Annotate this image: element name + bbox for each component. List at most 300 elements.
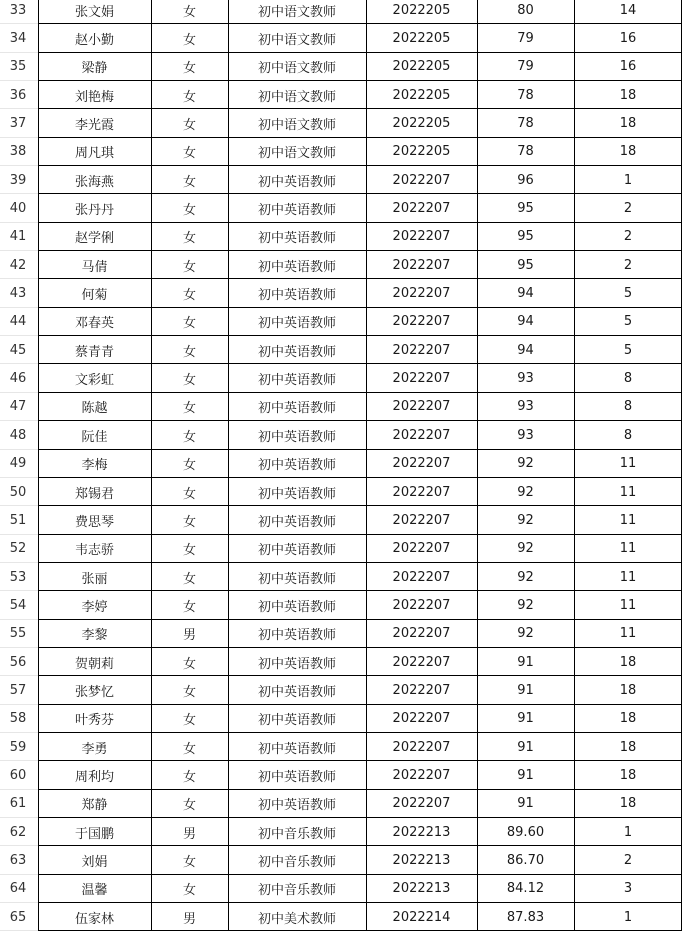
cell-gender[interactable]: 女 (182, 146, 196, 162)
row-number-header[interactable]: 41 (9, 229, 27, 245)
cell-name[interactable]: 陈越 (81, 401, 108, 417)
cell-score[interactable]: 94 (517, 286, 534, 302)
cell-position-code[interactable]: 2022213 (392, 824, 451, 840)
row-number-header[interactable]: 35 (9, 59, 27, 75)
table-row[interactable] (0, 81, 682, 109)
cell-score[interactable]: 91 (517, 739, 534, 755)
cell-gender[interactable]: 女 (182, 543, 196, 559)
table-row[interactable] (0, 450, 682, 478)
grid-line (477, 421, 478, 449)
cell-position-code[interactable]: 2022207 (392, 286, 451, 302)
cell-position[interactable]: 初中语文教师 (257, 4, 336, 20)
table-row[interactable] (0, 705, 682, 733)
row-number-header[interactable]: 50 (9, 484, 27, 500)
cell-position-code[interactable]: 2022207 (392, 597, 451, 613)
grid-line (38, 109, 39, 137)
cell-position-code[interactable]: 2022207 (392, 711, 451, 727)
cell-position-code[interactable]: 2022207 (392, 739, 451, 755)
table-row[interactable] (0, 506, 682, 534)
cell-name[interactable]: 温馨 (81, 883, 108, 899)
grid-line (228, 194, 229, 222)
cell-score[interactable]: 92 (517, 456, 534, 472)
row-number-header[interactable]: 53 (9, 569, 27, 585)
grid-line (574, 364, 575, 392)
cell-rank[interactable]: 8 (623, 371, 633, 387)
cell-position-code[interactable]: 2022205 (392, 144, 451, 160)
cell-score[interactable]: 78 (517, 144, 534, 160)
cell-rank[interactable]: 18 (619, 739, 637, 755)
cell-score[interactable]: 95 (517, 257, 534, 273)
cell-rank[interactable]: 1 (623, 909, 633, 925)
cell-rank[interactable]: 16 (619, 59, 637, 75)
cell-position[interactable]: 初中英语教师 (257, 713, 336, 729)
grid-line (574, 53, 575, 81)
table-row[interactable] (0, 223, 682, 251)
cell-position-code[interactable]: 2022205 (392, 31, 451, 47)
cell-score[interactable]: 92 (517, 484, 534, 500)
row-number-header[interactable]: 54 (9, 597, 27, 613)
grid-line (228, 336, 229, 364)
table-row[interactable] (0, 251, 682, 279)
cell-position-code[interactable]: 2022207 (392, 626, 451, 642)
grid-line (151, 336, 152, 364)
cell-score[interactable]: 91 (517, 767, 534, 783)
table-row[interactable] (0, 903, 682, 931)
cell-position[interactable]: 初中英语教师 (257, 599, 336, 615)
table-row[interactable] (0, 790, 682, 818)
grid-line (477, 53, 478, 81)
cell-position[interactable]: 初中英语教师 (257, 429, 336, 445)
cell-position[interactable]: 初中美术教师 (257, 911, 336, 927)
table-row[interactable] (0, 591, 682, 619)
cell-gender[interactable]: 女 (182, 514, 196, 530)
cell-score[interactable]: 84.12 (506, 881, 545, 897)
table-row[interactable] (0, 364, 682, 392)
row-number-header[interactable]: 42 (9, 257, 27, 273)
cell-position[interactable]: 初中英语教师 (257, 571, 336, 587)
table-row[interactable] (0, 393, 682, 421)
cell-score[interactable]: 91 (517, 796, 534, 812)
cell-rank[interactable]: 1 (623, 172, 633, 188)
table-row[interactable] (0, 535, 682, 563)
cell-position[interactable]: 初中英语教师 (257, 203, 336, 219)
cell-gender[interactable]: 男 (182, 826, 196, 842)
cell-position[interactable]: 初中语文教师 (257, 146, 336, 162)
cell-name[interactable]: 文彩虹 (74, 373, 114, 389)
grid-line (477, 903, 478, 931)
cell-score[interactable]: 91 (517, 711, 534, 727)
table-row[interactable] (0, 648, 682, 676)
cell-position-code[interactable]: 2022207 (392, 541, 451, 557)
grid-line (228, 450, 229, 478)
grid-line (228, 421, 229, 449)
grid-line (366, 166, 367, 194)
cell-rank[interactable]: 11 (619, 456, 637, 472)
grid-line (574, 761, 575, 789)
cell-gender[interactable]: 女 (182, 373, 196, 389)
cell-score[interactable]: 80 (517, 2, 534, 18)
cell-position[interactable]: 初中英语教师 (257, 741, 336, 757)
cell-position-code[interactable]: 2022207 (392, 456, 451, 472)
row-number-header[interactable]: 39 (9, 172, 27, 188)
cell-position[interactable]: 初中英语教师 (257, 486, 336, 502)
cell-name[interactable]: 张文娟 (74, 4, 114, 20)
cell-name[interactable]: 李黎 (81, 628, 108, 644)
table-row[interactable] (0, 109, 682, 137)
table-row[interactable] (0, 279, 682, 307)
row-number-header[interactable]: 44 (9, 314, 27, 330)
cell-gender[interactable]: 女 (182, 713, 196, 729)
cell-position-code[interactable]: 2022207 (392, 371, 451, 387)
cell-position-code[interactable]: 2022214 (392, 909, 451, 925)
table-row[interactable] (0, 676, 682, 704)
cell-rank[interactable]: 18 (619, 654, 637, 670)
cell-rank[interactable]: 5 (623, 342, 633, 358)
grid-line (366, 251, 367, 279)
cell-position[interactable]: 初中英语教师 (257, 344, 336, 360)
cell-rank[interactable]: 2 (623, 201, 633, 217)
cell-position[interactable]: 初中英语教师 (257, 373, 336, 389)
table-row[interactable] (0, 478, 682, 506)
cell-rank[interactable]: 16 (619, 31, 637, 47)
cell-score[interactable]: 79 (517, 59, 534, 75)
grid-line (228, 109, 229, 137)
table-row[interactable] (0, 846, 682, 874)
cell-rank[interactable]: 11 (619, 569, 637, 585)
cell-score[interactable]: 93 (517, 427, 534, 443)
cell-rank[interactable]: 1 (623, 824, 633, 840)
cell-rank[interactable]: 11 (619, 484, 637, 500)
cell-name[interactable]: 张丽 (81, 571, 108, 587)
row-number-header[interactable]: 59 (9, 739, 27, 755)
cell-gender[interactable]: 女 (182, 883, 196, 899)
cell-gender[interactable]: 女 (182, 798, 196, 814)
cell-score[interactable]: 92 (517, 541, 534, 557)
row-number-header[interactable]: 52 (9, 541, 27, 557)
cell-gender[interactable]: 女 (182, 599, 196, 615)
cell-score[interactable]: 96 (517, 172, 534, 188)
grid-line (38, 903, 39, 931)
cell-score[interactable]: 95 (517, 201, 534, 217)
cell-position[interactable]: 初中音乐教师 (257, 883, 336, 899)
cell-position[interactable]: 初中语文教师 (257, 33, 336, 49)
table-row[interactable] (0, 336, 682, 364)
grid-line (228, 0, 229, 24)
cell-rank[interactable]: 18 (619, 796, 637, 812)
cell-rank[interactable]: 11 (619, 512, 637, 528)
table-row[interactable] (0, 421, 682, 449)
row-number-header[interactable]: 62 (9, 824, 27, 840)
cell-score[interactable]: 92 (517, 512, 534, 528)
table-row[interactable] (0, 53, 682, 81)
cell-name[interactable]: 周凡琪 (74, 146, 114, 162)
table-row[interactable] (0, 733, 682, 761)
cell-position-code[interactable]: 2022205 (392, 59, 451, 75)
cell-score[interactable]: 94 (517, 314, 534, 330)
table-row[interactable] (0, 24, 682, 52)
grid-line (574, 591, 575, 619)
cell-gender[interactable]: 女 (182, 684, 196, 700)
cell-position[interactable]: 初中语文教师 (257, 89, 336, 105)
cell-position[interactable]: 初中语文教师 (257, 61, 336, 77)
cell-gender[interactable]: 女 (182, 401, 196, 417)
cell-position-code[interactable]: 2022207 (392, 682, 451, 698)
grid-line (574, 81, 575, 109)
grid-line (151, 818, 152, 846)
cell-score[interactable]: 92 (517, 569, 534, 585)
grid-line (477, 450, 478, 478)
grid-line (366, 81, 367, 109)
grid-line (574, 421, 575, 449)
cell-score[interactable]: 86.70 (506, 852, 545, 868)
cell-rank[interactable]: 3 (623, 881, 633, 897)
cell-name[interactable]: 叶秀芬 (74, 713, 114, 729)
cell-score[interactable]: 91 (517, 654, 534, 670)
cell-gender[interactable]: 女 (182, 4, 196, 20)
grid-line (574, 109, 575, 137)
cell-position-code[interactable]: 2022205 (392, 116, 451, 132)
table-row[interactable] (0, 0, 682, 24)
cell-name[interactable]: 阮佳 (81, 429, 108, 445)
grid-line (477, 563, 478, 591)
cell-gender[interactable]: 女 (182, 174, 196, 190)
cell-score[interactable]: 95 (517, 229, 534, 245)
cell-position-code[interactable]: 2022207 (392, 512, 451, 528)
cell-rank[interactable]: 5 (623, 314, 633, 330)
cell-position[interactable]: 初中英语教师 (257, 514, 336, 530)
grid-line (151, 648, 152, 676)
cell-name[interactable]: 赵学俐 (74, 231, 114, 247)
cell-position-code[interactable]: 2022207 (392, 484, 451, 500)
cell-name[interactable]: 李光霞 (74, 118, 114, 134)
grid-line (38, 223, 39, 251)
row-number-header[interactable]: 55 (9, 626, 27, 642)
cell-rank[interactable]: 8 (623, 399, 633, 415)
row-number-header[interactable]: 65 (9, 909, 27, 925)
cell-position[interactable]: 初中英语教师 (257, 656, 336, 672)
grid-line (477, 166, 478, 194)
cell-position[interactable]: 初中语文教师 (257, 118, 336, 134)
cell-gender[interactable]: 女 (182, 89, 196, 105)
row-number-header[interactable]: 36 (9, 87, 27, 103)
cell-position-code[interactable]: 2022207 (392, 569, 451, 585)
table-row[interactable] (0, 166, 682, 194)
grid-line (366, 53, 367, 81)
cell-gender[interactable]: 女 (182, 458, 196, 474)
cell-position[interactable]: 初中英语教师 (257, 259, 336, 275)
cell-score[interactable]: 93 (517, 371, 534, 387)
table-row[interactable] (0, 194, 682, 222)
cell-position[interactable]: 初中音乐教师 (257, 854, 336, 870)
cell-rank[interactable]: 18 (619, 767, 637, 783)
cell-position[interactable]: 初中英语教师 (257, 288, 336, 304)
cell-score[interactable]: 87.83 (506, 909, 545, 925)
grid-line (151, 535, 152, 563)
cell-position-code[interactable]: 2022207 (392, 399, 451, 415)
cell-rank[interactable]: 2 (623, 257, 633, 273)
cell-name[interactable]: 刘娟 (81, 854, 108, 870)
cell-gender[interactable]: 男 (182, 911, 196, 927)
cell-position-code[interactable]: 2022207 (392, 796, 451, 812)
row-number-header[interactable]: 60 (9, 767, 27, 783)
cell-score[interactable]: 78 (517, 116, 534, 132)
cell-name[interactable]: 周利均 (74, 769, 114, 785)
cell-rank[interactable]: 5 (623, 286, 633, 302)
row-number-header[interactable]: 34 (9, 31, 27, 47)
cell-name[interactable]: 郑静 (81, 798, 108, 814)
cell-name[interactable]: 张丹丹 (74, 203, 114, 219)
cell-name[interactable]: 蔡青青 (74, 344, 114, 360)
cell-score[interactable]: 92 (517, 597, 534, 613)
cell-position[interactable]: 初中英语教师 (257, 316, 336, 332)
cell-name[interactable]: 韦志骄 (74, 543, 114, 559)
cell-position[interactable]: 初中英语教师 (257, 769, 336, 785)
cell-gender[interactable]: 男 (182, 628, 196, 644)
cell-rank[interactable]: 18 (619, 682, 637, 698)
row-number-header[interactable]: 48 (9, 427, 27, 443)
cell-name[interactable]: 于国鹏 (74, 826, 114, 842)
cell-gender[interactable]: 女 (182, 769, 196, 785)
cell-score[interactable]: 93 (517, 399, 534, 415)
row-number-header[interactable]: 49 (9, 456, 27, 472)
cell-score[interactable]: 91 (517, 682, 534, 698)
cell-name[interactable]: 张梦忆 (74, 684, 114, 700)
cell-name[interactable]: 贺朝莉 (74, 656, 114, 672)
cell-position-code[interactable]: 2022213 (392, 852, 451, 868)
cell-gender[interactable]: 女 (182, 486, 196, 502)
cell-gender[interactable]: 女 (182, 203, 196, 219)
cell-name[interactable]: 李梅 (81, 458, 108, 474)
row-number-header[interactable]: 63 (9, 852, 27, 868)
cell-score[interactable]: 78 (517, 87, 534, 103)
cell-gender[interactable]: 女 (182, 656, 196, 672)
gutter-divider (0, 930, 38, 931)
table-row[interactable] (0, 138, 682, 166)
cell-rank[interactable]: 14 (619, 2, 637, 18)
cell-name[interactable]: 梁静 (81, 61, 108, 77)
table-row[interactable] (0, 620, 682, 648)
cell-gender[interactable]: 女 (182, 854, 196, 870)
cell-gender[interactable]: 女 (182, 344, 196, 360)
cell-gender[interactable]: 女 (182, 231, 196, 247)
cell-position-code[interactable]: 2022205 (392, 2, 451, 18)
cell-rank[interactable]: 11 (619, 626, 637, 642)
cell-gender[interactable]: 女 (182, 741, 196, 757)
cell-position[interactable]: 初中英语教师 (257, 543, 336, 559)
cell-score[interactable]: 94 (517, 342, 534, 358)
grid-line (574, 308, 575, 336)
row-number-header[interactable]: 58 (9, 711, 27, 727)
cell-name[interactable]: 伍家林 (74, 911, 114, 927)
cell-position[interactable]: 初中英语教师 (257, 798, 336, 814)
grid-line (366, 705, 367, 733)
cell-name[interactable]: 刘艳梅 (74, 89, 114, 105)
row-number-header[interactable]: 38 (9, 144, 27, 160)
cell-rank[interactable]: 8 (623, 427, 633, 443)
cell-gender[interactable]: 女 (182, 429, 196, 445)
row-number-header[interactable]: 61 (9, 796, 27, 812)
cell-name[interactable]: 马倩 (81, 259, 108, 275)
cell-position-code[interactable]: 2022213 (392, 881, 451, 897)
cell-name[interactable]: 邓春英 (74, 316, 114, 332)
cell-gender[interactable]: 女 (182, 259, 196, 275)
row-number-header[interactable]: 47 (9, 399, 27, 415)
table-row[interactable] (0, 308, 682, 336)
cell-name[interactable]: 何菊 (81, 288, 108, 304)
cell-gender[interactable]: 女 (182, 316, 196, 332)
cell-name[interactable]: 李勇 (81, 741, 108, 757)
cell-position[interactable]: 初中英语教师 (257, 231, 336, 247)
row-number-header[interactable]: 40 (9, 201, 27, 217)
cell-position-code[interactable]: 2022207 (392, 342, 451, 358)
cell-name[interactable]: 郑锡君 (74, 486, 114, 502)
cell-rank[interactable]: 2 (623, 852, 633, 868)
cell-position-code[interactable]: 2022207 (392, 201, 451, 217)
grid-line (38, 364, 39, 392)
row-number-header[interactable]: 37 (9, 116, 27, 132)
cell-rank[interactable]: 11 (619, 597, 637, 613)
cell-score[interactable]: 79 (517, 31, 534, 47)
cell-position-code[interactable]: 2022207 (392, 257, 451, 273)
row-number-header[interactable]: 57 (9, 682, 27, 698)
row-number-header[interactable]: 51 (9, 512, 27, 528)
cell-rank[interactable]: 11 (619, 541, 637, 557)
row-number-header[interactable]: 45 (9, 342, 27, 358)
cell-name[interactable]: 张海燕 (74, 174, 114, 190)
cell-position-code[interactable]: 2022207 (392, 229, 451, 245)
cell-position[interactable]: 初中英语教师 (257, 684, 336, 700)
cell-name[interactable]: 费思琴 (74, 514, 114, 530)
cell-gender[interactable]: 女 (182, 61, 196, 77)
cell-rank[interactable]: 18 (619, 711, 637, 727)
cell-position[interactable]: 初中英语教师 (257, 174, 336, 190)
cell-score[interactable]: 92 (517, 626, 534, 642)
cell-position[interactable]: 初中音乐教师 (257, 826, 336, 842)
grid-line (477, 393, 478, 421)
grid-line (151, 875, 152, 903)
cell-position-code[interactable]: 2022207 (392, 767, 451, 783)
cell-rank[interactable]: 18 (619, 144, 637, 160)
cell-name[interactable]: 赵小勤 (74, 33, 114, 49)
cell-name[interactable]: 李婷 (81, 599, 108, 615)
cell-position[interactable]: 初中英语教师 (257, 401, 336, 417)
cell-gender[interactable]: 女 (182, 118, 196, 134)
cell-position-code[interactable]: 2022207 (392, 427, 451, 443)
cell-score[interactable]: 89.60 (506, 824, 545, 840)
cell-position-code[interactable]: 2022205 (392, 87, 451, 103)
cell-gender[interactable]: 女 (182, 33, 196, 49)
cell-rank[interactable]: 2 (623, 229, 633, 245)
row-number-header[interactable]: 33 (9, 2, 27, 18)
cell-rank[interactable]: 18 (619, 116, 637, 132)
cell-position-code[interactable]: 2022207 (392, 654, 451, 670)
cell-position-code[interactable]: 2022207 (392, 172, 451, 188)
table-row[interactable] (0, 875, 682, 903)
table-row[interactable] (0, 818, 682, 846)
table-row[interactable] (0, 563, 682, 591)
row-number-header[interactable]: 56 (9, 654, 27, 670)
cell-position[interactable]: 初中英语教师 (257, 458, 336, 474)
row-number-header[interactable]: 43 (9, 286, 27, 302)
cell-gender[interactable]: 女 (182, 288, 196, 304)
cell-rank[interactable]: 18 (619, 87, 637, 103)
row-number-header[interactable]: 64 (9, 881, 27, 897)
cell-gender[interactable]: 女 (182, 571, 196, 587)
cell-position-code[interactable]: 2022207 (392, 314, 451, 330)
cell-position[interactable]: 初中英语教师 (257, 628, 336, 644)
table-row[interactable] (0, 761, 682, 789)
row-number-header[interactable]: 46 (9, 371, 27, 387)
